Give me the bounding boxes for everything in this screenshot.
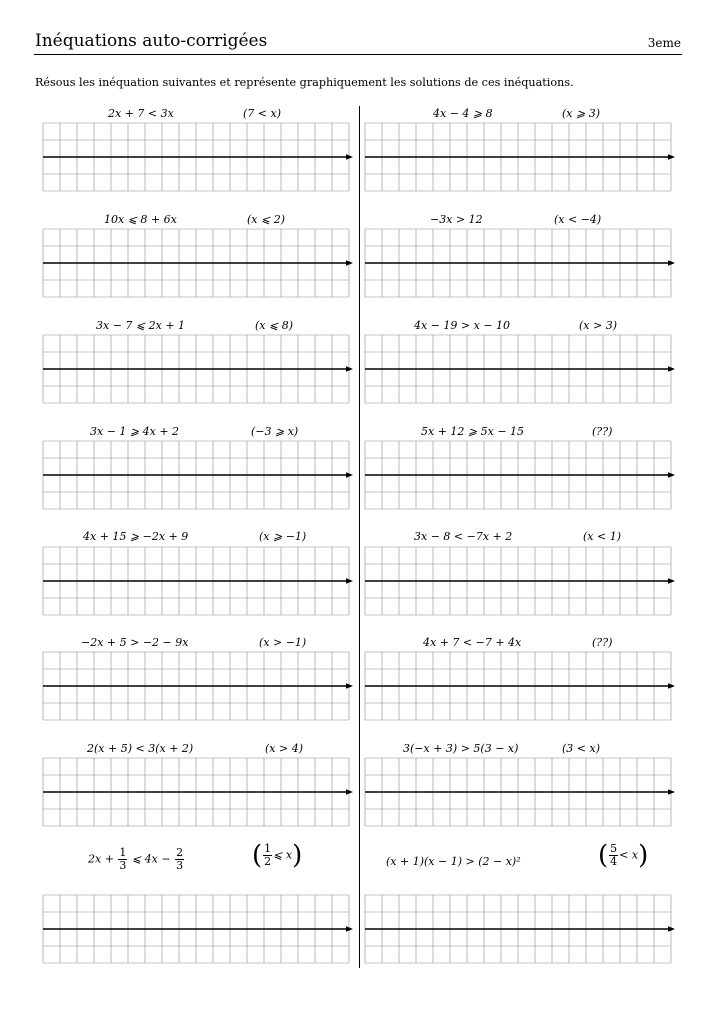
exercise-solution: (x ⩽ 8) xyxy=(255,319,293,332)
arrow-head-icon xyxy=(668,366,675,372)
number-line-grid xyxy=(365,652,675,720)
level-label: 3eme xyxy=(647,36,681,50)
exercise-solution: (x < −4) xyxy=(554,213,602,226)
arrow-head-icon xyxy=(346,154,353,160)
exercise-solution: (x > −1) xyxy=(259,636,307,649)
exercise-expression: 10x ⩽ 8 + 6x xyxy=(104,213,177,226)
exercise-solution: (7 < x) xyxy=(243,107,281,120)
exercise-solution: (3 < x) xyxy=(562,742,600,755)
fraction: $\frac{2}{3}$ xyxy=(176,846,184,872)
arrow-head-icon xyxy=(346,366,353,372)
arrow-head-icon xyxy=(668,472,675,478)
exercise-solution: (??) xyxy=(592,425,613,438)
exercise-expression: 2(x + 5) < 3(x + 2) xyxy=(87,742,194,755)
instruction-text: Résous les inéquation suivantes et représente graphiquement les solutions de ces inéquations. xyxy=(35,76,574,89)
number-line-grid xyxy=(365,229,675,297)
number-line-grid xyxy=(43,547,353,615)
arrow-head-icon xyxy=(346,926,353,932)
arrow-head-icon xyxy=(668,578,675,584)
exercise-solution: (x ⩾ −1) xyxy=(259,530,307,543)
arrow-head-icon xyxy=(346,260,353,266)
arrow-head-icon xyxy=(346,578,353,584)
exercise-expression: 2x + 7 < 3x xyxy=(108,107,174,120)
exercise-expression: 3x − 8 < −7x + 2 xyxy=(414,530,513,543)
number-line-grid xyxy=(365,547,675,615)
arrow-head-icon xyxy=(346,683,353,689)
exercise-expression: 2x + $\frac{1}{3}$ ⩽ 4x − $\frac{2}{3}$ xyxy=(88,846,184,872)
arrow-head-icon xyxy=(668,926,675,932)
exercise-expression: 4x − 4 ⩾ 8 xyxy=(433,107,493,120)
number-line-grid xyxy=(43,123,353,191)
arrow-head-icon xyxy=(668,683,675,689)
exercise-solution: (x < 1) xyxy=(583,530,621,543)
fraction: $\frac{1}{2}$ xyxy=(264,842,272,868)
fraction: $\frac{5}{4}$ xyxy=(610,842,618,868)
exercise-expression: 4x − 19 > x − 10 xyxy=(414,319,511,332)
exercise-solution: (−3 ⩾ x) xyxy=(251,425,299,438)
exercise-expression: 3(−x + 3) > 5(3 − x) xyxy=(403,742,519,755)
number-line-grid xyxy=(43,652,353,720)
number-line-grid xyxy=(43,895,353,963)
exercise-expression: 3x − 1 ⩾ 4x + 2 xyxy=(90,425,180,438)
number-line-grid xyxy=(43,335,353,403)
exercise-solution: (x > 3) xyxy=(579,319,617,332)
exercise-expression: −3x > 12 xyxy=(430,213,483,226)
exercise-solution: (??) xyxy=(592,636,613,649)
number-line-grid xyxy=(365,758,675,826)
exercise-expression: (x + 1)(x − 1) > (2 − x)² xyxy=(386,855,521,868)
exercise-expression: 4x + 7 < −7 + 4x xyxy=(423,636,522,649)
number-line-grid xyxy=(43,229,353,297)
arrow-head-icon xyxy=(668,154,675,160)
number-line-grid xyxy=(43,441,353,509)
exercise-solution: ( $\frac{1}{2}$ ⩽ x) xyxy=(252,840,303,871)
exercise-solution: (x > 4) xyxy=(265,742,303,755)
number-line-grid xyxy=(365,895,675,963)
fraction: $\frac{1}{3}$ xyxy=(119,846,127,872)
number-line-grid xyxy=(365,335,675,403)
number-line-grid xyxy=(365,123,675,191)
arrow-head-icon xyxy=(668,260,675,266)
page-title: Inéquations auto-corrigées xyxy=(35,31,268,51)
arrow-head-icon xyxy=(346,789,353,795)
arrow-head-icon xyxy=(346,472,353,478)
exercise-expression: 4x + 15 ⩾ −2x + 9 xyxy=(83,530,189,543)
exercise-expression: −2x + 5 > −2 − 9x xyxy=(81,636,189,649)
exercise-solution: (x ⩽ 2) xyxy=(247,213,285,226)
number-line-grid xyxy=(365,441,675,509)
exercise-expression: 3x − 7 ⩽ 2x + 1 xyxy=(96,319,186,332)
arrow-head-icon xyxy=(668,789,675,795)
exercise-solution: ( $\frac{5}{4}$ < x) xyxy=(598,840,649,871)
exercise-expression: 5x + 12 ⩾ 5x − 15 xyxy=(421,425,525,438)
number-line-grid xyxy=(43,758,353,826)
exercise-solution: (x ⩾ 3) xyxy=(562,107,600,120)
